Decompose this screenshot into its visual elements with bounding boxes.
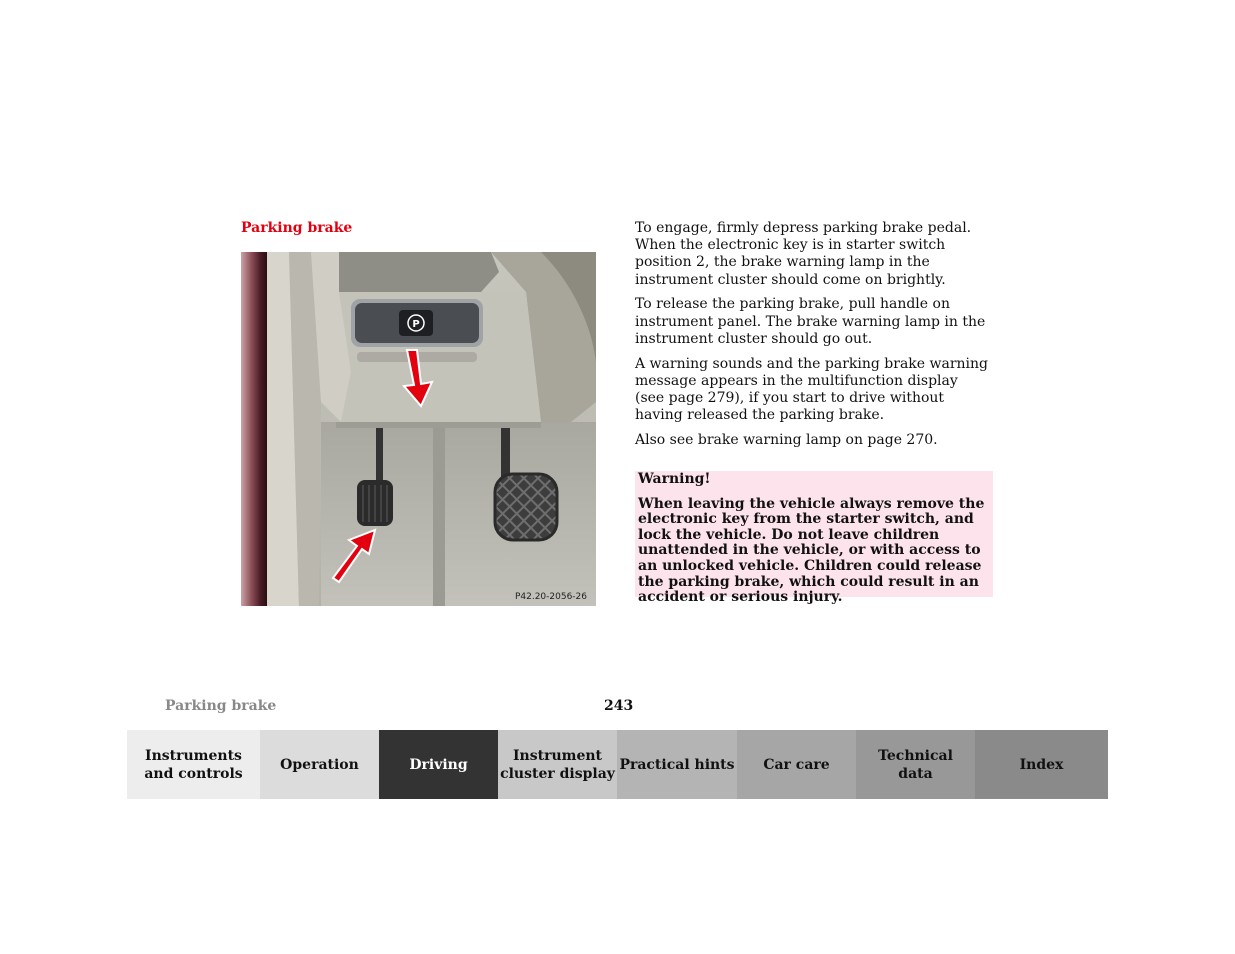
paragraph-see-also: Also see brake warning lamp on page 270.	[635, 432, 938, 449]
parking-brake-illustration	[241, 252, 596, 606]
svg-text:P: P	[412, 319, 420, 330]
tab-driving[interactable]: Driving	[379, 730, 498, 799]
tab-instrument-cluster-display[interactable]: Instrument cluster display	[498, 730, 617, 799]
pedal-scene	[241, 252, 596, 606]
paragraph-engage: To engage, firmly depress parking brake pedal. When the electronic key is in starter switch position 2, the brake warning lamp in the instrument cluster should come on brightly.	[635, 220, 972, 288]
tab-technical-data[interactable]: Technical data	[856, 730, 975, 799]
tab-index[interactable]: Index	[975, 730, 1108, 799]
warning-box	[635, 471, 993, 606]
warning-title: Warning!	[638, 471, 711, 487]
paragraph-release: To release the parking brake, pull handle on instrument panel. The brake warning lamp in the instrument cluster should go out.	[635, 296, 986, 347]
tab-operation[interactable]: Operation	[260, 730, 379, 799]
footer-section-title: Parking brake	[165, 698, 277, 714]
tab-practical-hints[interactable]: Practical hints	[617, 730, 737, 799]
body-text	[635, 220, 995, 457]
section-title: Parking brake	[241, 220, 353, 236]
paragraph-warning-sound: A warning sounds and the parking brake warning message appears in the multifunction display (see page 279), if you start to drive without having released the parking brake.	[635, 355, 989, 424]
chapter-nav	[127, 730, 1108, 799]
tab-instruments-and-controls[interactable]: Instruments and controls	[127, 730, 260, 799]
tab-car-care[interactable]: Car care	[737, 730, 856, 799]
page-number: 243	[604, 698, 634, 714]
figure-code: P42.20-2056-26	[514, 592, 587, 602]
warning-text: When leaving the vehicle always remove the electronic key from the starter switch, and lock the vehicle. Do not leave children unattended in the vehicle, or with access to an unlocked vehicle. Children could release the parking brake, which could result in an accident or serious injury.	[638, 495, 985, 606]
